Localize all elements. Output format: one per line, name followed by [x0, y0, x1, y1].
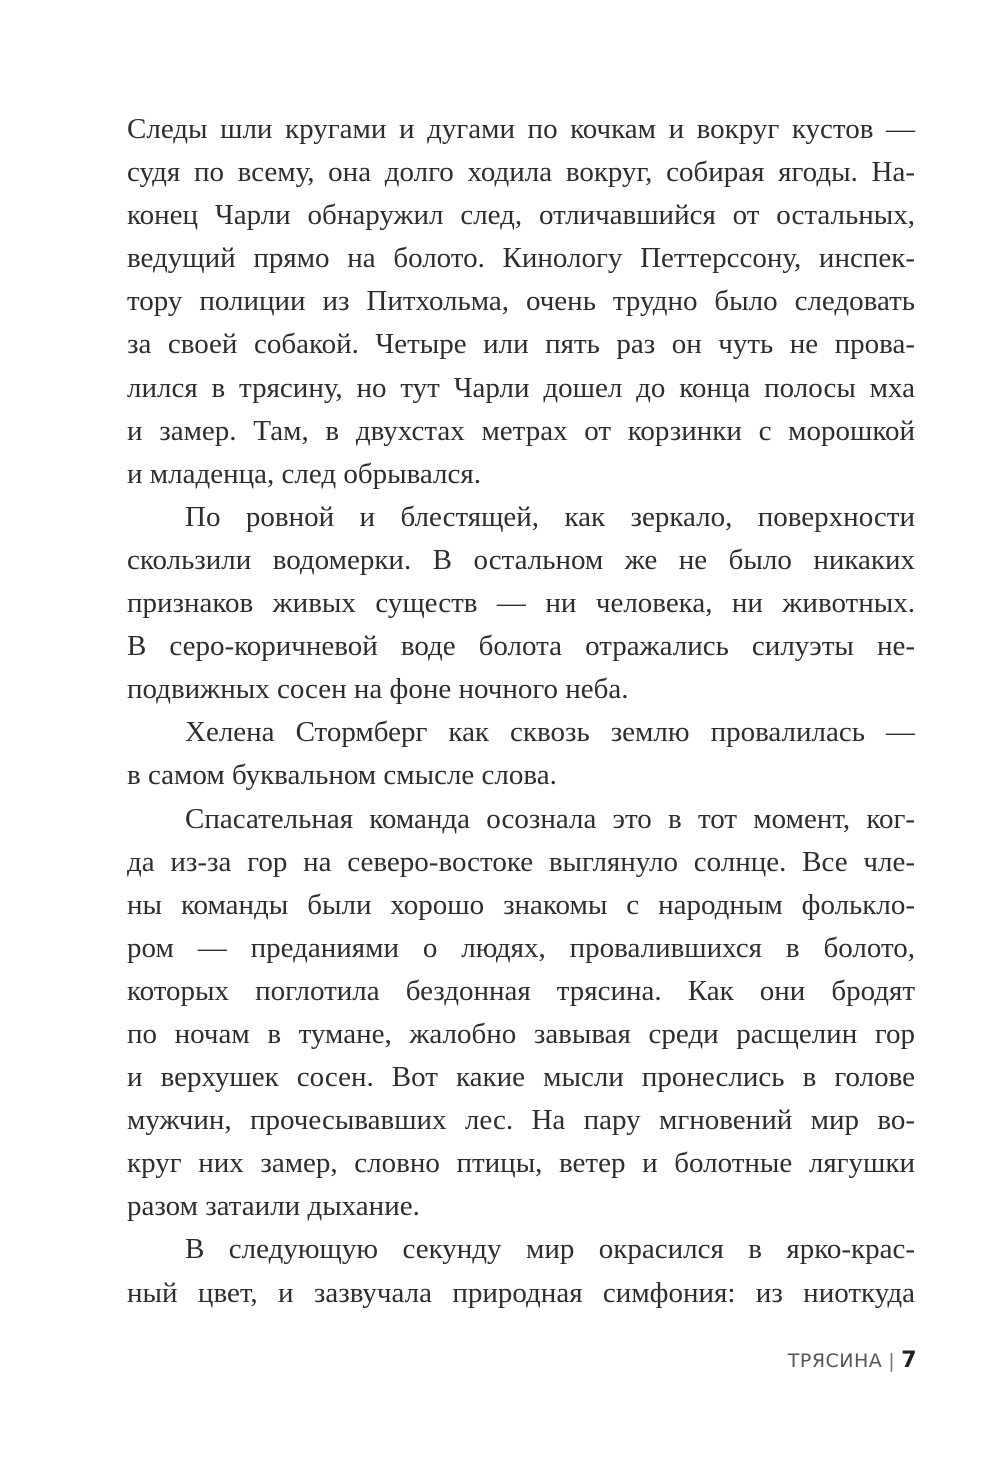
text-line: и верхушек сосен. Вот какие мысли пронеслись в голове: [127, 1061, 915, 1094]
text-line: за своей собакой. Четыре или пять раз он чуть не прова-: [127, 328, 915, 361]
text-line: подвижных сосен на фоне ночного неба.: [127, 673, 629, 706]
text-line: ром — преданиями о людях, провалившихся в болото,: [127, 931, 915, 964]
text-line: в самом буквальном смысле слова.: [127, 759, 557, 792]
page-footer: [788, 1348, 917, 1373]
footer-separator: |: [888, 1350, 896, 1372]
text-line: Следы шли кругами и дугами по кочкам и вокруг кустов —: [127, 113, 915, 145]
text-line: ный цвет, и зазвучала природная симфония: из ниоткуда: [127, 1276, 915, 1309]
text-line: конец Чарли обнаружил след, отличавшийся от остальных,: [127, 199, 915, 232]
text-line: В серо-коричневой воде болота отражались силуэты не-: [127, 630, 915, 663]
text-line: тору полиции из Питхольма, очень трудно было следовать: [127, 285, 915, 318]
text-line: признаков живых существ — ни человека, ни животных.: [127, 587, 915, 620]
text-line: В следующую секунду мир окрасился в ярко-крас-: [185, 1233, 915, 1266]
text-line: По ровной и блестящей, как зеркало, поверхности: [185, 500, 915, 533]
text-line: и младенца, след обрывался.: [127, 457, 481, 490]
text-line: которых поглотила бездонная трясина. Как они бродят: [127, 974, 915, 1007]
text-line: и замер. Там, в двухстах метрах от корзинки с морошкой: [127, 414, 915, 447]
text-line: скользили водомерки. В остальном же не было никаких: [127, 543, 915, 576]
text-line: ны команды были хорошо знакомы с народным фолькло-: [127, 888, 915, 921]
text-line: лился в трясину, но тут Чарли дошел до конца полосы мха: [127, 371, 915, 404]
page-number: 7: [901, 1348, 917, 1373]
text-line: ведущий прямо на болото. Кинологу Петтерссону, инспек-: [127, 242, 915, 275]
text-line: Хелена Стормберг как сквозь землю провалилась —: [185, 716, 915, 749]
text-line: Спасательная команда осознала это в тот момент, ког-: [185, 802, 915, 835]
running-title: ТРЯСИНА: [787, 1350, 883, 1372]
text-line: судя по всему, она долго ходила вокруг, собирая ягоды. На-: [127, 156, 915, 189]
text-line: разом затаили дыхание.: [127, 1190, 420, 1223]
text-line: мужчин, прочесывавших лес. На пару мгновений мир во-: [127, 1104, 915, 1137]
body-text: [127, 108, 915, 1315]
text-line: по ночам в тумане, жалобно завывая среди расщелин гор: [127, 1017, 915, 1050]
text-line: да из-за гор на северо-востоке выглянуло солнце. Все чле-: [127, 845, 915, 878]
text-line: круг них замер, словно птицы, ветер и болотные лягушки: [127, 1147, 915, 1180]
